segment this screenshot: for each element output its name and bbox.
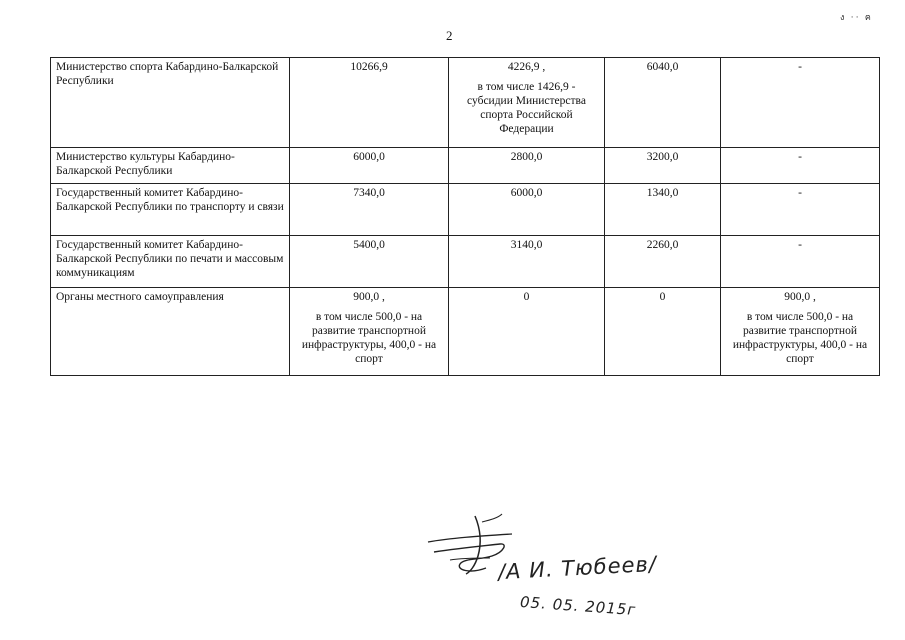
- table-row: [51, 288, 880, 376]
- col2-cell: [449, 148, 605, 184]
- corner-mark: ง ·· ฅ: [840, 12, 873, 22]
- table-row: [51, 148, 880, 184]
- col4-value: -: [798, 239, 802, 251]
- total-value: 7340,0: [353, 187, 385, 199]
- col2-value: 2800,0: [510, 151, 543, 163]
- col2-cell: [449, 236, 605, 288]
- col4-cell: [721, 288, 880, 376]
- total-value: 5400,0: [353, 239, 385, 251]
- col2-value: 6000,0: [510, 187, 543, 199]
- col3-value: 2260,0: [646, 239, 679, 251]
- table-row: [51, 184, 880, 236]
- col3-value: 1340,0: [646, 187, 679, 199]
- total-cell: [290, 236, 449, 288]
- signature-name: /А И. Тюбеев/: [497, 551, 658, 585]
- col3-cell: [605, 148, 721, 184]
- col3-cell: [605, 184, 721, 236]
- org-name-cell: Государственный комитет Кабардино-Балкарской Республики по печати и массовым коммуникациям: [51, 236, 290, 288]
- total-value: 900,0 ,: [353, 291, 385, 303]
- col4-cell: [721, 148, 880, 184]
- col4-note: в том числе 500,0 - на развитие транспортной инфраструктуры, 400,0 - на спорт: [732, 311, 868, 365]
- col4-cell: [721, 184, 880, 236]
- budget-table: [50, 57, 880, 376]
- col3-cell: [605, 288, 721, 376]
- total-cell: [290, 184, 449, 236]
- total-cell: [290, 148, 449, 184]
- col3-value: 6040,0: [646, 61, 679, 73]
- col4-value: 900,0 ,: [784, 291, 816, 303]
- col4-cell: [721, 236, 880, 288]
- org-name-cell: Органы местного самоуправления: [51, 288, 290, 376]
- org-name-cell: Министерство культуры Кабардино-Балкарской Республики: [51, 148, 290, 184]
- total-value: 6000,0: [353, 151, 385, 163]
- total-note: в том числе 500,0 - на развитие транспортной инфраструктуры, 400,0 - на спорт: [301, 311, 437, 365]
- col4-cell: [721, 58, 880, 148]
- col3-value: 0: [659, 291, 666, 303]
- total-cell: [290, 288, 449, 376]
- col2-cell: [449, 288, 605, 376]
- col3-value: 3200,0: [646, 151, 679, 163]
- col3-cell: [605, 236, 721, 288]
- col3-cell: [605, 58, 721, 148]
- table-row: [51, 236, 880, 288]
- total-cell: [290, 58, 449, 148]
- col2-cell: [449, 184, 605, 236]
- total-value: 10266,9: [350, 61, 388, 73]
- col4-value: -: [798, 151, 802, 163]
- col4-value: -: [798, 61, 802, 73]
- table-row: [51, 58, 880, 148]
- page-number: 2: [446, 28, 453, 43]
- col2-value: 3140,0: [510, 239, 543, 251]
- signature-date: 05. 05. 2015г: [519, 592, 637, 620]
- org-name-cell: Государственный комитет Кабардино-Балкарской Республики по транспорту и связи: [51, 184, 290, 236]
- col2-cell: [449, 58, 605, 148]
- col2-value: 0: [523, 291, 530, 303]
- col4-value: -: [798, 187, 802, 199]
- col2-note: в том числе 1426,9 - субсидии Министерства спорта Российской Федерации: [467, 81, 586, 135]
- col2-value: 4226,9 ,: [507, 61, 546, 73]
- org-name-cell: Министерство спорта Кабардино-Балкарской Республики: [51, 58, 290, 148]
